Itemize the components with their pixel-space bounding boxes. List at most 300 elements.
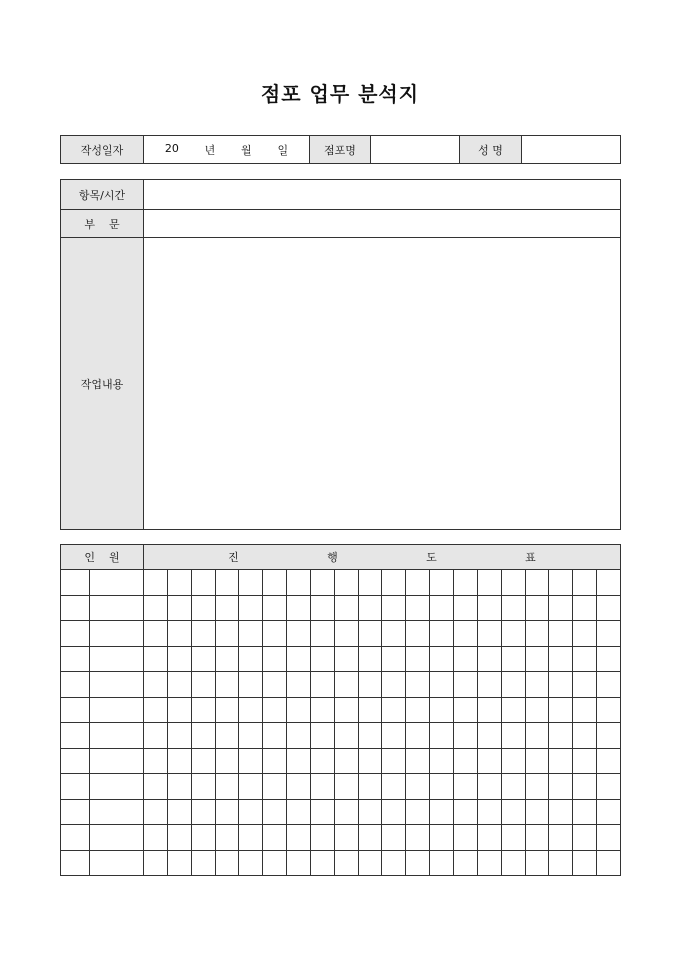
progress-cell[interactable] [525,672,549,698]
name-label: 성 명 [460,136,522,164]
name-field[interactable] [522,136,621,164]
progress-cell[interactable] [191,799,215,825]
progress-cell[interactable] [549,697,573,723]
progress-cell[interactable] [597,850,621,876]
progress-cell[interactable] [501,646,525,672]
progress-cell[interactable] [287,570,311,596]
staff-number-cell[interactable] [61,646,90,672]
progress-cell[interactable] [263,697,287,723]
progress-row [61,672,621,698]
progress-cell[interactable] [501,825,525,851]
dept-label: 부 문 [61,210,144,238]
progress-cell[interactable] [382,774,406,800]
progress-cell[interactable] [144,825,168,851]
progress-cell[interactable] [215,621,239,647]
progress-cell[interactable] [597,672,621,698]
progress-cell[interactable] [310,723,334,749]
progress-row [61,646,621,672]
staff-name-cell[interactable] [90,621,144,647]
progress-cell[interactable] [310,850,334,876]
progress-cell[interactable] [406,621,430,647]
progress-cell[interactable] [453,799,477,825]
progress-cell[interactable] [167,621,191,647]
progress-cell[interactable] [358,672,382,698]
progress-cell[interactable] [573,697,597,723]
progress-cell[interactable] [239,850,263,876]
progress-cell[interactable] [597,799,621,825]
progress-cell[interactable] [358,621,382,647]
progress-cell[interactable] [382,825,406,851]
progress-cell[interactable] [453,748,477,774]
progress-cell[interactable] [430,646,454,672]
progress-cell[interactable] [406,825,430,851]
progress-char-4: 표 [525,551,536,564]
progress-cell[interactable] [501,595,525,621]
progress-cell[interactable] [239,621,263,647]
staff-name-cell[interactable] [90,748,144,774]
progress-char-1: 진 [228,551,239,564]
progress-cell[interactable] [501,774,525,800]
progress-cell[interactable] [382,672,406,698]
progress-cell[interactable] [310,595,334,621]
progress-cell[interactable] [406,697,430,723]
progress-cell[interactable] [597,774,621,800]
progress-cell[interactable] [597,646,621,672]
progress-cell[interactable] [430,672,454,698]
store-field[interactable] [371,136,460,164]
item-time-label: 항목/시간 [61,180,144,210]
progress-cell[interactable] [167,697,191,723]
progress-cell[interactable] [310,672,334,698]
progress-cell[interactable] [287,799,311,825]
progress-cell[interactable] [215,697,239,723]
progress-row [61,723,621,749]
staff-number-cell[interactable] [61,697,90,723]
progress-cell[interactable] [525,595,549,621]
progress-cell[interactable] [573,570,597,596]
progress-cell[interactable] [525,621,549,647]
progress-cell[interactable] [239,723,263,749]
progress-cell[interactable] [334,672,358,698]
progress-cell[interactable] [239,799,263,825]
progress-cell[interactable] [287,697,311,723]
staff-number-cell[interactable] [61,850,90,876]
progress-cell[interactable] [287,646,311,672]
progress-cell[interactable] [167,799,191,825]
progress-cell[interactable] [501,723,525,749]
year-prefix: 20 [164,141,179,155]
staff-number-cell[interactable] [61,595,90,621]
progress-cell[interactable] [310,570,334,596]
progress-cell[interactable] [144,774,168,800]
page-title: 점포 업무 분석지 [260,82,420,106]
progress-cell[interactable] [310,774,334,800]
progress-cell[interactable] [287,748,311,774]
progress-cell[interactable] [191,621,215,647]
progress-cell[interactable] [191,748,215,774]
progress-cell[interactable] [167,672,191,698]
staff-name-cell[interactable] [90,799,144,825]
progress-cell[interactable] [573,850,597,876]
progress-cell[interactable] [549,646,573,672]
staff-number-cell[interactable] [61,748,90,774]
progress-cell[interactable] [287,672,311,698]
progress-cell[interactable] [430,570,454,596]
progress-cell[interactable] [239,774,263,800]
progress-cell[interactable] [477,748,501,774]
progress-cell[interactable] [167,570,191,596]
progress-cell[interactable] [239,595,263,621]
progress-cell[interactable] [215,723,239,749]
progress-cell[interactable] [477,774,501,800]
progress-cell[interactable] [167,774,191,800]
progress-cell[interactable] [549,825,573,851]
progress-cell[interactable] [358,570,382,596]
progress-cell[interactable] [358,723,382,749]
progress-cell[interactable] [215,825,239,851]
progress-cell[interactable] [525,850,549,876]
progress-cell[interactable] [477,697,501,723]
progress-cell[interactable] [477,672,501,698]
progress-cell[interactable] [144,723,168,749]
progress-cell[interactable] [263,774,287,800]
progress-cell[interactable] [358,850,382,876]
progress-cell[interactable] [549,621,573,647]
progress-cell[interactable] [430,799,454,825]
progress-cell[interactable] [501,570,525,596]
progress-cell[interactable] [430,697,454,723]
staff-name-cell[interactable] [90,723,144,749]
progress-cell[interactable] [501,621,525,647]
progress-cell[interactable] [239,825,263,851]
progress-cell[interactable] [549,799,573,825]
progress-cell[interactable] [263,570,287,596]
progress-cell[interactable] [573,672,597,698]
progress-cell[interactable] [573,646,597,672]
progress-cell[interactable] [215,850,239,876]
progress-row [61,697,621,723]
progress-cell[interactable] [525,799,549,825]
progress-cell[interactable] [597,697,621,723]
progress-cell[interactable] [263,595,287,621]
progress-cell[interactable] [382,723,406,749]
progress-cell[interactable] [406,646,430,672]
progress-cell[interactable] [191,850,215,876]
progress-cell[interactable] [430,595,454,621]
staff-name-cell[interactable] [90,672,144,698]
progress-cell[interactable] [287,621,311,647]
progress-cell[interactable] [263,748,287,774]
progress-cell[interactable] [382,850,406,876]
progress-cell[interactable] [453,697,477,723]
progress-chart-label [144,545,621,570]
progress-cell[interactable] [453,646,477,672]
progress-cell[interactable] [382,697,406,723]
work-content-label: 작업내용 [61,238,144,530]
progress-cell[interactable] [430,748,454,774]
progress-cell[interactable] [382,799,406,825]
dept-field[interactable] [144,210,621,238]
progress-cell[interactable] [334,595,358,621]
progress-row [61,570,621,596]
progress-cell[interactable] [334,621,358,647]
progress-cell[interactable] [382,595,406,621]
progress-row [61,748,621,774]
progress-cell[interactable] [406,850,430,876]
progress-cell[interactable] [287,774,311,800]
progress-cell[interactable] [430,774,454,800]
progress-cell[interactable] [215,570,239,596]
progress-cell[interactable] [167,825,191,851]
progress-cell[interactable] [287,850,311,876]
staff-number-cell[interactable] [61,621,90,647]
progress-cell[interactable] [263,646,287,672]
progress-cell[interactable] [263,850,287,876]
progress-cell[interactable] [334,850,358,876]
progress-cell[interactable] [144,850,168,876]
month-unit: 월 [241,143,252,157]
staff-number-cell[interactable] [61,825,90,851]
progress-cell[interactable] [287,825,311,851]
staff-number-cell[interactable] [61,570,90,596]
progress-cell[interactable] [453,723,477,749]
progress-cell[interactable] [549,774,573,800]
progress-char-2: 행 [327,551,338,564]
progress-cell[interactable] [144,646,168,672]
progress-cell[interactable] [453,621,477,647]
progress-cell[interactable] [263,672,287,698]
progress-cell[interactable] [358,595,382,621]
progress-cell[interactable] [334,799,358,825]
progress-cell[interactable] [453,595,477,621]
progress-cell[interactable] [239,672,263,698]
progress-cell[interactable] [310,621,334,647]
progress-cell[interactable] [573,595,597,621]
staff-label: 인 원 [61,545,144,570]
progress-cell[interactable] [167,748,191,774]
progress-cell[interactable] [382,570,406,596]
progress-cell[interactable] [167,850,191,876]
progress-cell[interactable] [597,595,621,621]
progress-cell[interactable] [477,850,501,876]
progress-cell[interactable] [573,748,597,774]
staff-number-cell[interactable] [61,672,90,698]
progress-cell[interactable] [334,646,358,672]
progress-cell[interactable] [573,825,597,851]
progress-row [61,621,621,647]
progress-cell[interactable] [406,748,430,774]
progress-cell[interactable] [477,570,501,596]
year-unit: 년 [204,143,216,157]
progress-cell[interactable] [358,825,382,851]
progress-cell[interactable] [597,570,621,596]
progress-cell[interactable] [597,621,621,647]
progress-cell[interactable] [191,595,215,621]
progress-cell[interactable] [501,799,525,825]
progress-cell[interactable] [334,723,358,749]
progress-row [61,774,621,800]
progress-cell[interactable] [573,723,597,749]
progress-cell[interactable] [167,646,191,672]
progress-cell[interactable] [358,799,382,825]
progress-cell[interactable] [453,825,477,851]
progress-cell[interactable] [453,570,477,596]
progress-cell[interactable] [382,646,406,672]
progress-cell[interactable] [453,774,477,800]
day-unit: 일 [277,143,289,157]
progress-cell[interactable] [191,723,215,749]
progress-cell[interactable] [382,748,406,774]
progress-cell[interactable] [406,570,430,596]
progress-cell[interactable] [430,621,454,647]
progress-cell[interactable] [406,672,430,698]
progress-cell[interactable] [239,748,263,774]
store-label: 점포명 [310,136,371,164]
work-content-field[interactable] [144,238,621,530]
progress-cell[interactable] [310,697,334,723]
header-table [60,135,621,164]
progress-cell[interactable] [573,774,597,800]
date-label: 작성일자 [61,136,144,164]
progress-cell[interactable] [501,850,525,876]
progress-cell[interactable] [477,621,501,647]
progress-cell[interactable] [477,646,501,672]
progress-cell[interactable] [310,825,334,851]
staff-name-cell[interactable] [90,825,144,851]
progress-cell[interactable] [215,595,239,621]
progress-cell[interactable] [215,774,239,800]
progress-cell[interactable] [239,646,263,672]
staff-name-cell[interactable] [90,646,144,672]
progress-cell[interactable] [525,570,549,596]
progress-cell[interactable] [334,748,358,774]
progress-cell[interactable] [549,723,573,749]
staff-number-cell[interactable] [61,799,90,825]
progress-cell[interactable] [358,748,382,774]
progress-cell[interactable] [239,570,263,596]
progress-cell[interactable] [191,825,215,851]
progress-cell[interactable] [287,595,311,621]
progress-cell[interactable] [144,697,168,723]
progress-cell[interactable] [191,672,215,698]
progress-cell[interactable] [263,799,287,825]
progress-cell[interactable] [597,723,621,749]
progress-cell[interactable] [382,621,406,647]
progress-cell[interactable] [287,723,311,749]
progress-cell[interactable] [549,595,573,621]
progress-cell[interactable] [215,672,239,698]
progress-cell[interactable] [144,799,168,825]
progress-cell[interactable] [358,646,382,672]
progress-cell[interactable] [215,646,239,672]
progress-cell[interactable] [334,774,358,800]
progress-cell[interactable] [167,595,191,621]
progress-cell[interactable] [525,748,549,774]
progress-cell[interactable] [549,570,573,596]
progress-cell[interactable] [597,825,621,851]
progress-cell[interactable] [525,774,549,800]
progress-cell[interactable] [477,595,501,621]
progress-cell[interactable] [430,723,454,749]
progress-cell[interactable] [549,748,573,774]
progress-row [61,799,621,825]
progress-cell[interactable] [334,570,358,596]
progress-cell[interactable] [215,799,239,825]
progress-cell[interactable] [477,825,501,851]
progress-cell[interactable] [453,850,477,876]
progress-cell[interactable] [406,799,430,825]
progress-cell[interactable] [597,748,621,774]
progress-cell[interactable] [334,697,358,723]
date-field[interactable] [144,136,310,164]
progress-cell[interactable] [215,748,239,774]
staff-name-cell[interactable] [90,570,144,596]
progress-cell[interactable] [525,723,549,749]
progress-cell[interactable] [453,672,477,698]
item-time-field[interactable] [144,180,621,210]
staff-name-cell[interactable] [90,595,144,621]
progress-cell[interactable] [191,570,215,596]
progress-cell[interactable] [239,697,263,723]
progress-cell[interactable] [310,799,334,825]
staff-number-cell[interactable] [61,774,90,800]
progress-row [61,850,621,876]
progress-cell[interactable] [191,774,215,800]
staff-number-cell[interactable] [61,723,90,749]
progress-cell[interactable] [477,723,501,749]
progress-cell[interactable] [191,697,215,723]
progress-char-3: 도 [426,551,437,564]
progress-cell[interactable] [144,748,168,774]
progress-cell[interactable] [430,850,454,876]
progress-cell[interactable] [501,697,525,723]
progress-cell[interactable] [406,595,430,621]
progress-cell[interactable] [406,723,430,749]
progress-cell[interactable] [263,723,287,749]
progress-cell[interactable] [406,774,430,800]
progress-cell[interactable] [430,825,454,851]
progress-cell[interactable] [191,646,215,672]
progress-cell[interactable] [573,799,597,825]
progress-cell[interactable] [310,748,334,774]
progress-cell[interactable] [334,825,358,851]
progress-cell[interactable] [549,672,573,698]
progress-cell[interactable] [525,825,549,851]
progress-cell[interactable] [477,799,501,825]
progress-cell[interactable] [144,672,168,698]
progress-cell[interactable] [358,774,382,800]
progress-cell[interactable] [263,621,287,647]
staff-name-cell[interactable] [90,697,144,723]
progress-cell[interactable] [144,621,168,647]
progress-cell[interactable] [263,825,287,851]
progress-cell[interactable] [310,646,334,672]
staff-name-cell[interactable] [90,774,144,800]
progress-cell[interactable] [358,697,382,723]
progress-cell[interactable] [525,697,549,723]
progress-row [61,825,621,851]
progress-cell[interactable] [501,672,525,698]
progress-cell[interactable] [144,595,168,621]
progress-row [61,595,621,621]
progress-cell[interactable] [167,723,191,749]
staff-name-cell[interactable] [90,850,144,876]
progress-cell[interactable] [501,748,525,774]
progress-cell[interactable] [573,621,597,647]
progress-cell[interactable] [525,646,549,672]
progress-cell[interactable] [144,570,168,596]
progress-cell[interactable] [549,850,573,876]
